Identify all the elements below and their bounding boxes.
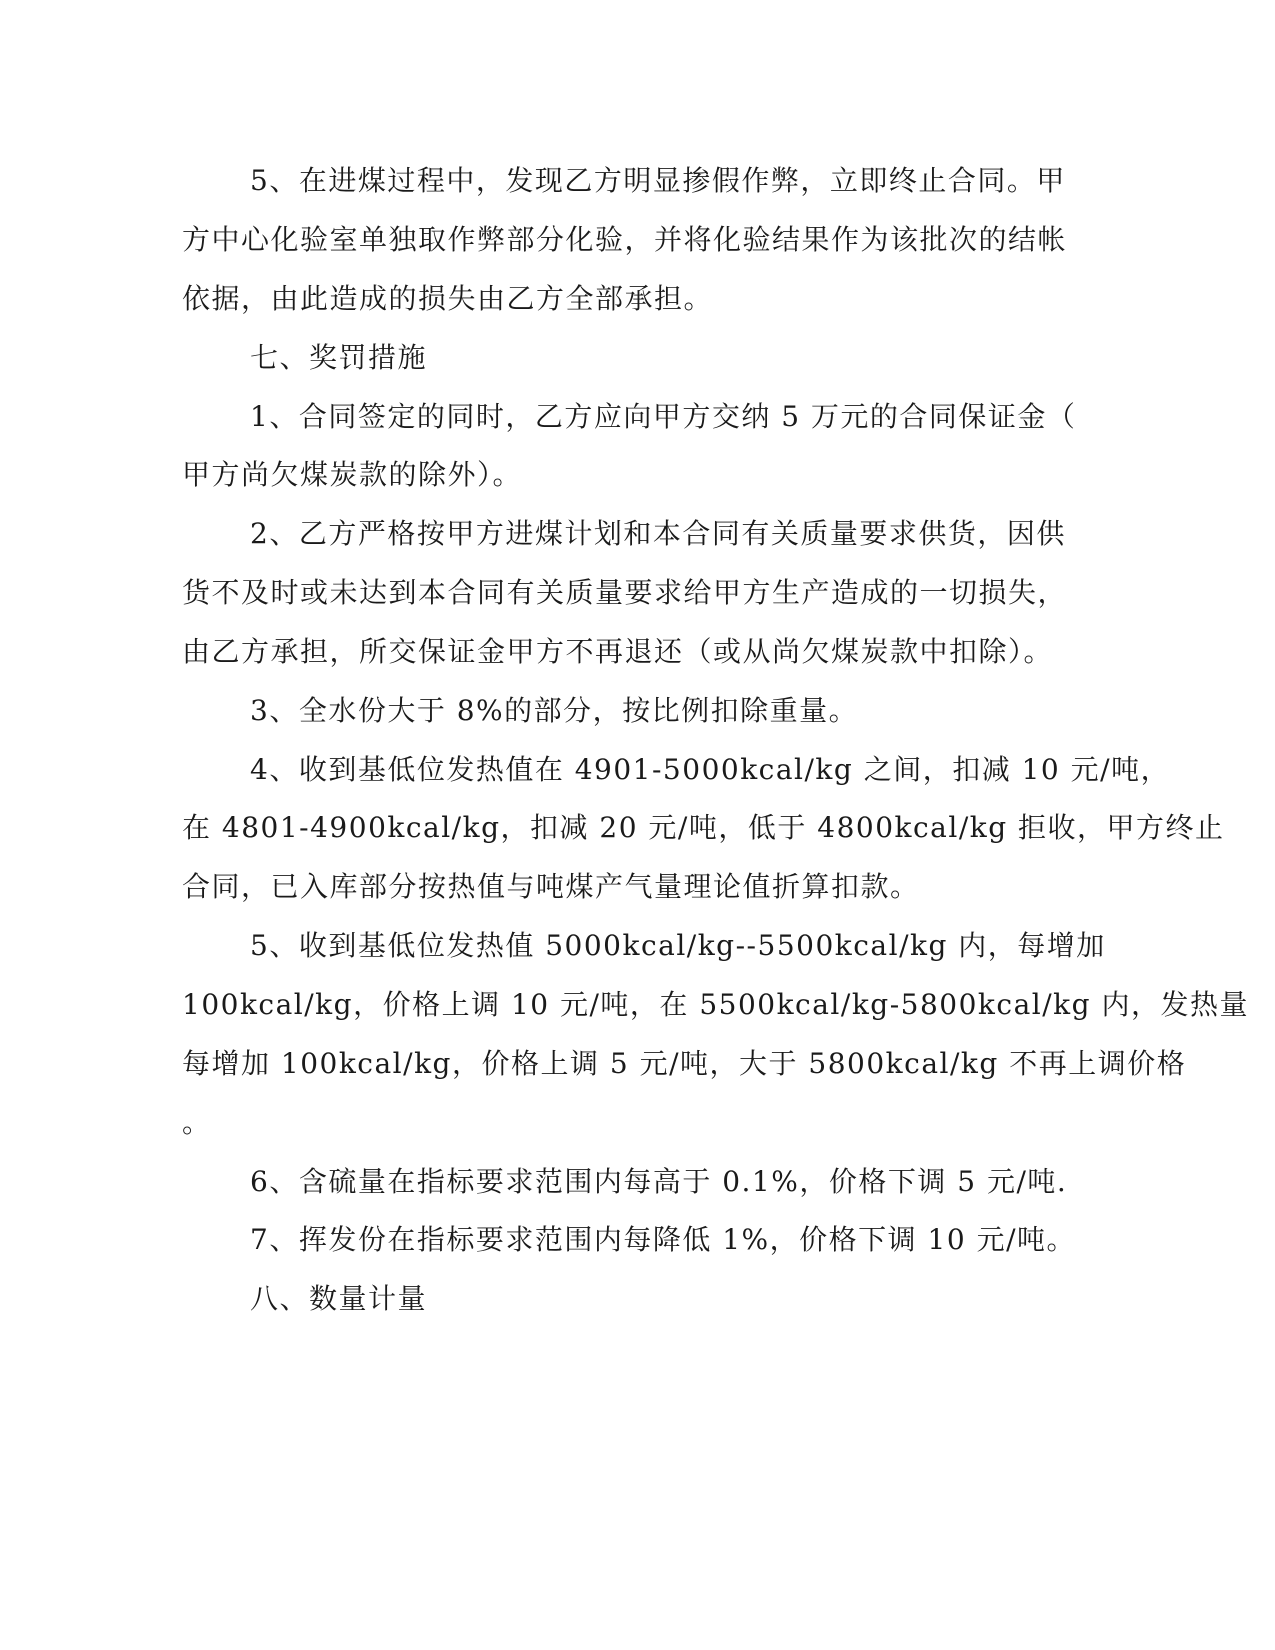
paragraph-line: 1、合同签定的同时，乙方应向甲方交纳 5 万元的合同保证金（ <box>250 400 1077 433</box>
paragraph-line: 。 <box>182 1106 212 1139</box>
paragraph-line: 由乙方承担，所交保证金甲方不再退还（或从尚欠煤炭款中扣除）。 <box>182 635 1054 668</box>
paragraph-line: 依据，由此造成的损失由乙方全部承担。 <box>182 282 714 315</box>
paragraph-line: 5、收到基低位发热值 5000kcal/kg--5500kcal/kg 内，每增加 <box>250 929 1106 962</box>
paragraph-line: 5、在进煤过程中，发现乙方明显掺假作弊，立即终止合同。甲 <box>250 164 1066 197</box>
paragraph-line: 在 4801-4900kcal/kg，扣减 20 元/吨，低于 4800kcal/kg 拒收，甲方终止 <box>182 811 1225 844</box>
section-heading: 七、奖罚措施 <box>250 341 428 374</box>
paragraph-line: 甲方尚欠煤炭款的除外）。 <box>182 458 523 491</box>
section-heading: 八、数量计量 <box>250 1282 428 1315</box>
paragraph-line: 7、挥发份在指标要求范围内每降低 1%，价格下调 10 元/吨。 <box>250 1223 1077 1256</box>
paragraph-line: 方中心化验室单独取作弊部分化验，并将化验结果作为该批次的结帐 <box>182 223 1068 256</box>
paragraph-line: 货不及时或未达到本合同有关质量要求给甲方生产造成的一切损失， <box>182 576 1068 609</box>
paragraph-line: 4、收到基低位发热值在 4901-5000kcal/kg 之间，扣减 10 元/吨， <box>250 753 1171 786</box>
paragraph-line: 2、乙方严格按甲方进煤计划和本合同有关质量要求供货，因供 <box>250 517 1066 550</box>
paragraph-line: 6、含硫量在指标要求范围内每高于 0.1%，价格下调 5 元/吨. <box>250 1165 1068 1198</box>
paragraph-line: 每增加 100kcal/kg，价格上调 5 元/吨，大于 5800kcal/kg 不再上调价格 <box>182 1047 1187 1080</box>
paragraph-line: 100kcal/kg，价格上调 10 元/吨，在 5500kcal/kg-5800kcal/kg 内，发热量 <box>182 988 1249 1021</box>
paragraph-line: 合同，已入库部分按热值与吨煤产气量理论值折算扣款。 <box>182 870 920 903</box>
paragraph-line: 3、全水份大于 8%的部分，按比例扣除重量。 <box>250 694 859 727</box>
